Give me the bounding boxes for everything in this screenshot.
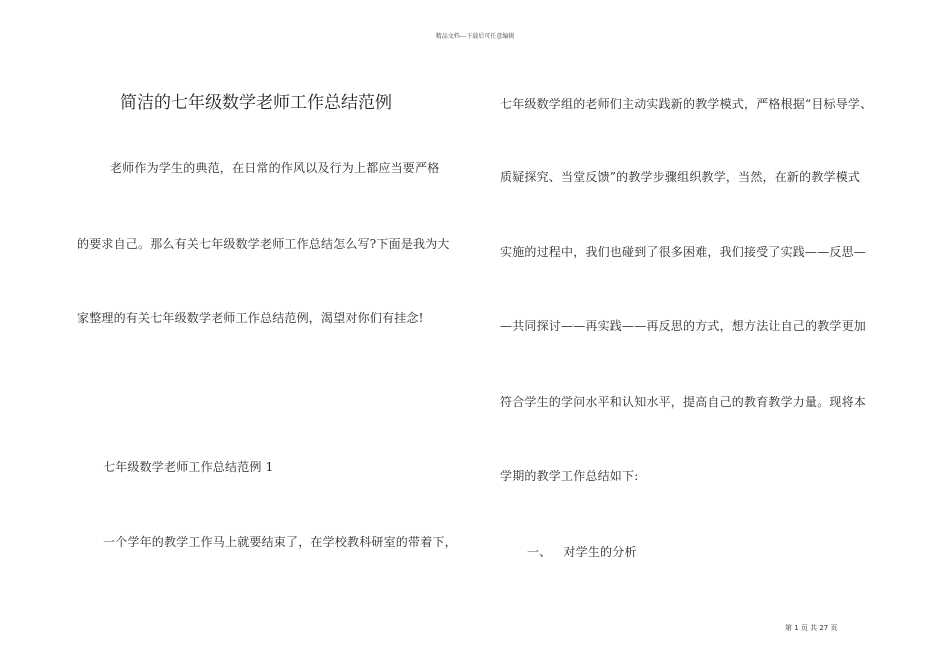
paragraph-line: —共同探讨——再实践——再反思的方式，想方法让自己的教学更加 [500,319,867,333]
document-title: 简洁的七年级数学老师工作总结范例 [120,93,392,113]
section-heading: 一、 对学生的分析 [527,545,637,559]
paragraph-line: 质疑探究、当堂反馈”的教学步骤组织教学，当然，在新的教学模式 [500,170,861,184]
page-footer: 第 1 页 共 27 页 [785,624,838,632]
paragraph-line: 家整理的有关七年级数学老师工作总结范例，渴望对你们有挂念! [77,311,424,325]
paragraph-line: 学期的教学工作总结如下: [500,469,639,483]
section-heading: 七年级数学老师工作总结范例 1 [103,460,274,474]
page-header: 精品文档---下载后可任意编辑 [435,33,515,40]
paragraph-line: 老师作为学生的典范，在日常的作风以及行为上都应当要严格 [110,161,440,175]
paragraph-line: 的要求自己。那么有关七年级数学老师工作总结怎么写?下面是我为大 [77,237,450,251]
paragraph-line: 实施的过程中，我们也碰到了很多困难，我们接受了实践——反思— [500,245,867,259]
paragraph-line: 符合学生的学问水平和认知水平，提高自己的教育教学力量。现将本 [500,395,867,409]
paragraph-line: 一个学年的教学工作马上就要结束了，在学校教科研室的带着下， [103,535,457,549]
paragraph-line: 七年级数学组的老师们主动实践新的教学模式，严格根据“目标导学、 [500,97,873,111]
